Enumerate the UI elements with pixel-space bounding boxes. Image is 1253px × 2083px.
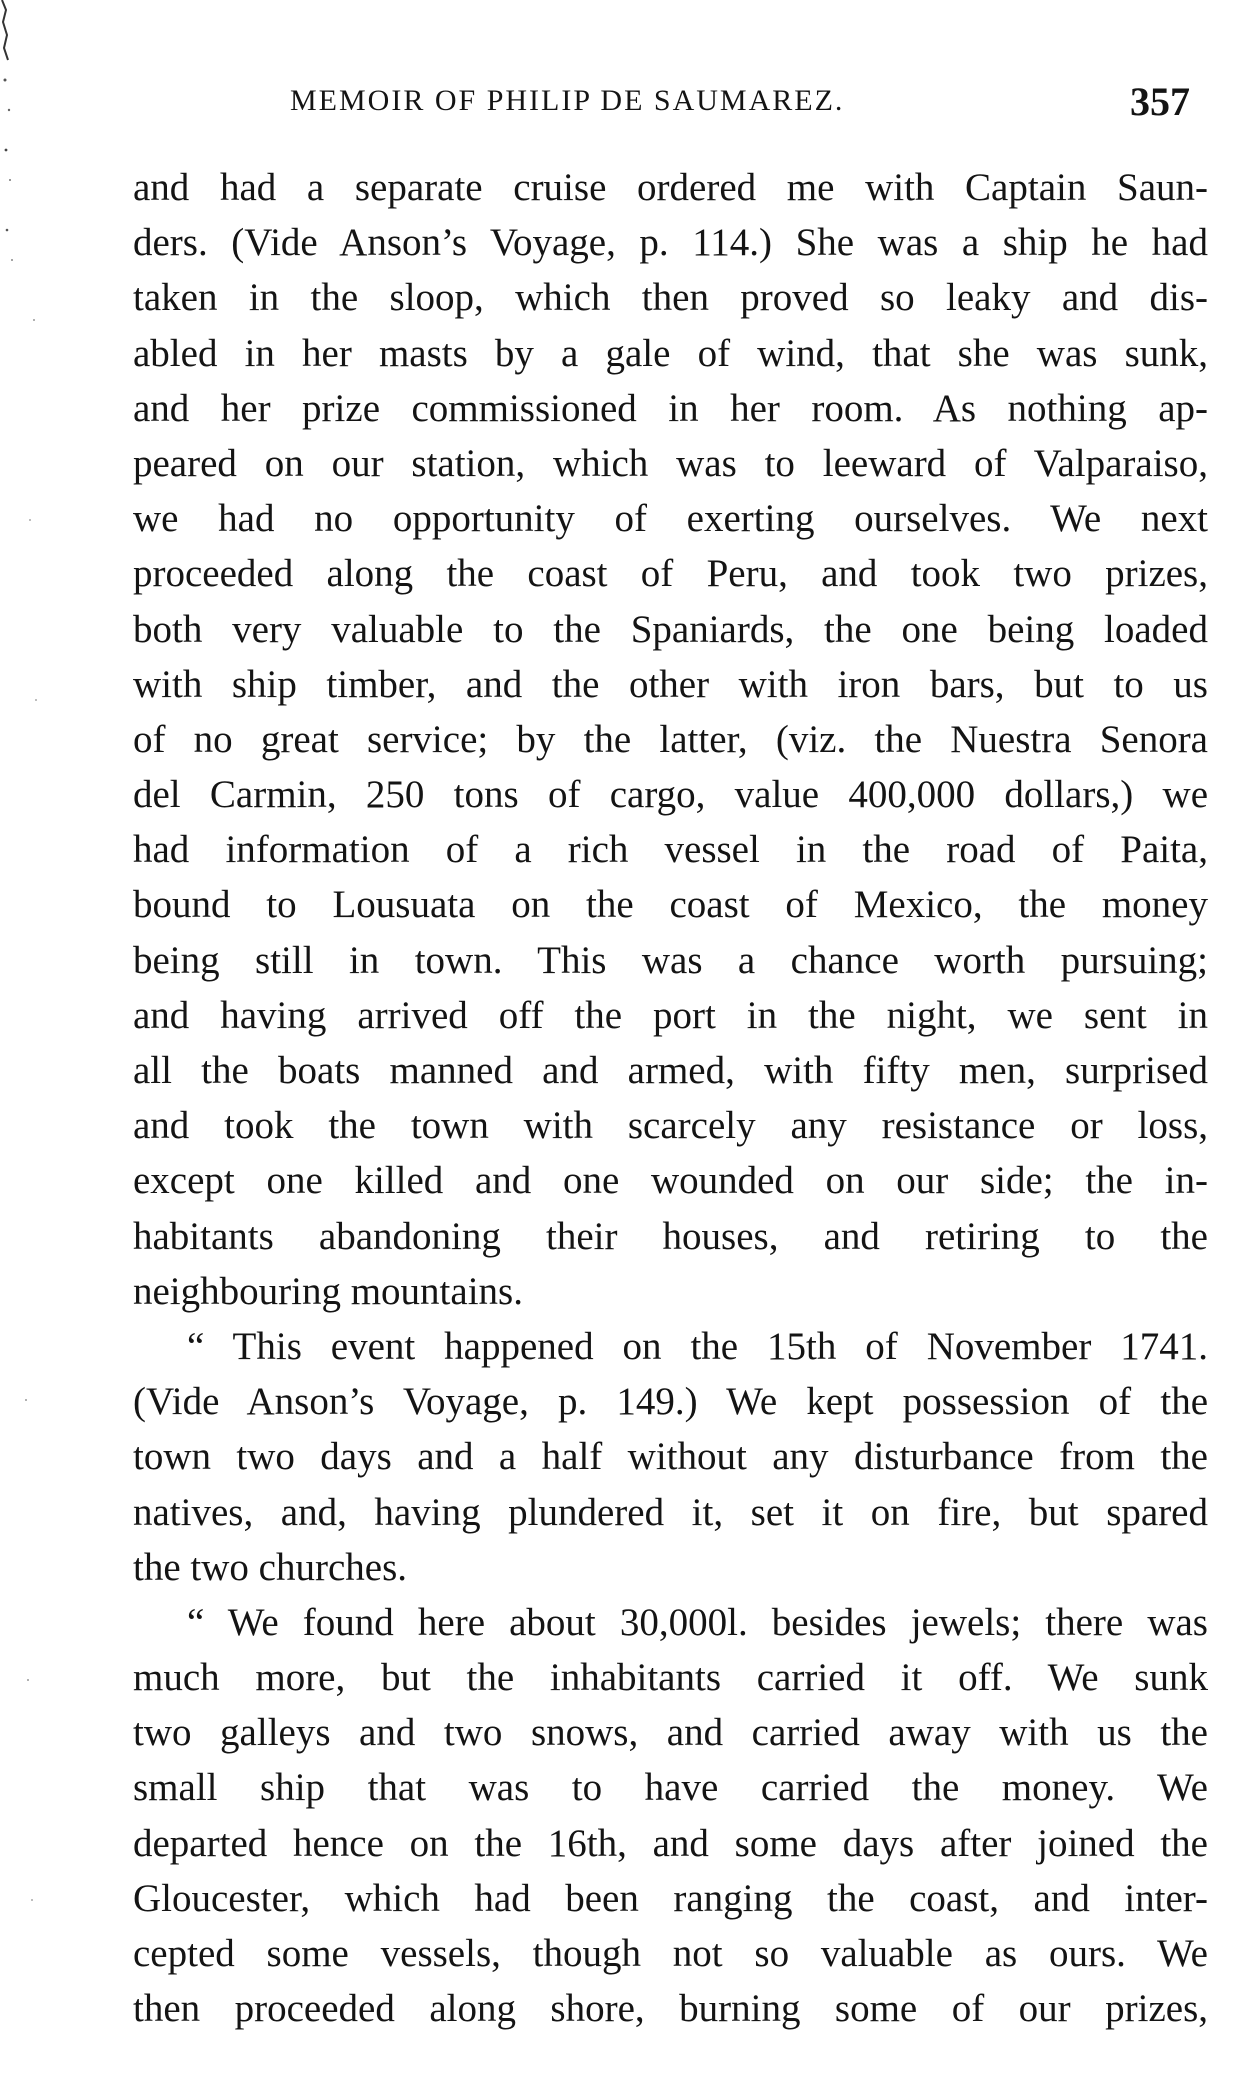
text-line: cepted some vessels, though not so valuable as ours. We <box>133 1932 1208 1975</box>
text-line: small ship that was to have carried the money. We <box>133 1766 1208 1810</box>
running-title: MEMOIR OF PHILIP DE SAUMAREZ. <box>290 84 845 117</box>
text-line: abled in her masts by a gale of wind, that she was sunk, <box>133 331 1208 375</box>
running-header <box>290 78 1190 128</box>
paragraph-2 <box>133 1319 1208 1595</box>
text-line: with ship timber, and the other with iron bars, but to us <box>133 662 1208 706</box>
text-line: the two churches. <box>133 1545 407 1589</box>
text-line: proceeded along the coast of Peru, and took two prizes, <box>133 552 1208 596</box>
text-line: “ This event happened on the 15th of November 1741. <box>187 1324 1208 1368</box>
text-line: “ We found here about 30,000l. besides jewels; there was <box>187 1600 1208 1644</box>
text-line: we had no opportunity of exerting ourselves. We next <box>133 497 1208 541</box>
text-line: Gloucester, which had been ranging the coast, and inter- <box>133 1876 1208 1920</box>
body-text <box>133 160 1208 2036</box>
text-line: bound to Lousuata on the coast of Mexico, the money <box>133 883 1208 927</box>
text-line: peared on our station, which was to leeward of Valparaiso, <box>133 441 1208 485</box>
text-line: and had a separate cruise ordered me with Captain Saun- <box>133 166 1208 209</box>
text-line: had information of a rich vessel in the road of Paita, <box>133 828 1208 872</box>
text-line: habitants abandoning their houses, and retiring to the <box>133 1214 1208 1258</box>
text-line: much more, but the inhabitants carried it off. We sunk <box>133 1656 1208 1700</box>
text-line: natives, and, having plundered it, set it on fire, but spared <box>133 1490 1208 1534</box>
text-line: two galleys and two snows, and carried away with us the <box>133 1711 1208 1755</box>
paragraph-3 <box>133 1595 1208 2037</box>
text-line: except one killed and one wounded on our side; the in- <box>133 1159 1208 1203</box>
page-edge-specks <box>0 0 40 2083</box>
text-line: neighbouring mountains. <box>133 1269 523 1313</box>
text-line: and took the town with scarcely any resistance or loss, <box>133 1104 1208 1148</box>
text-line: and having arrived off the port in the night, we sent in <box>133 993 1208 1037</box>
text-line: town two days and a half without any disturbance from the <box>133 1435 1208 1479</box>
text-line: all the boats manned and armed, with fifty men, surprised <box>133 1049 1208 1092</box>
text-line: ders. (Vide Anson’s Voyage, p. 114.) She was a ship he had <box>133 221 1208 265</box>
text-line: del Carmin, 250 tons of cargo, value 400,000 dollars,) we <box>133 773 1208 817</box>
paragraph-1 <box>133 160 1208 1319</box>
text-line: then proceeded along shore, burning some of our prizes, <box>133 1987 1208 2031</box>
page-number: 357 <box>1130 79 1190 124</box>
text-line: and her prize commissioned in her room. As nothing ap- <box>133 386 1208 430</box>
text-line: of no great service; by the latter, (viz. the Nuestra Senora <box>133 717 1208 761</box>
text-line: departed hence on the 16th, and some days after joined the <box>133 1821 1208 1865</box>
text-line: taken in the sloop, which then proved so leaky and dis- <box>133 276 1208 320</box>
text-line: being still in town. This was a chance worth pursuing; <box>133 938 1208 982</box>
text-line: both very valuable to the Spaniards, the one being loaded <box>133 607 1208 651</box>
text-line: (Vide Anson’s Voyage, p. 149.) We kept possession of the <box>133 1380 1208 1424</box>
